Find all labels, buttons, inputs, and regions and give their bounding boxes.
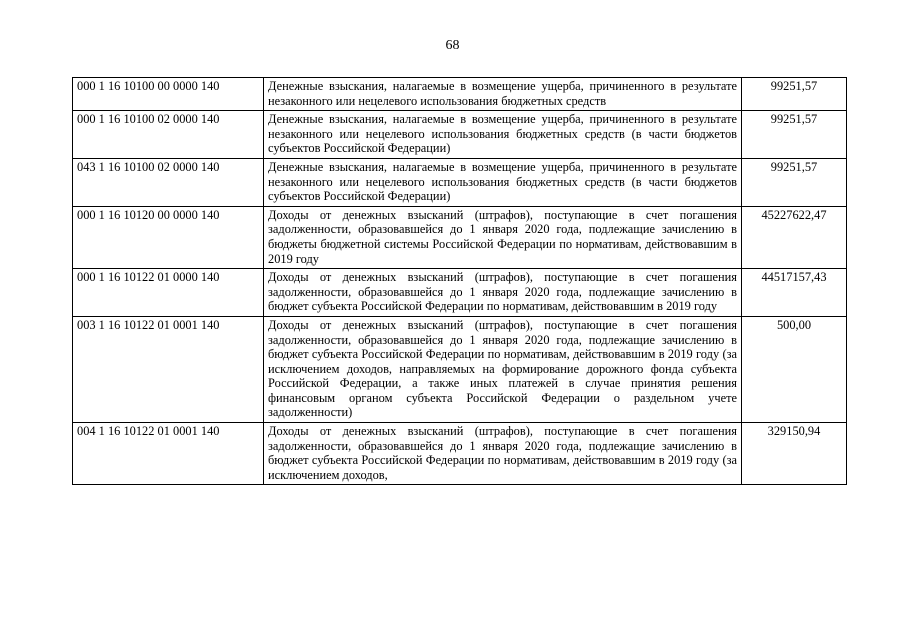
page-number: 68 (445, 38, 460, 53)
budget-classification-code: 004 1 16 10122 01 0001 140 (73, 423, 264, 485)
revenue-amount: 45227622,47 (742, 206, 847, 268)
revenue-table (72, 77, 847, 485)
revenue-name: Доходы от денежных взысканий (штрафов), поступающие в счет погашения задолженности, образовавшейся до 1 января 2020 года, подлежащие зачислению в бюджет субъекта Российской Федерации по нормативам, действовавшим в 2019 году (за исключением доходов, направляемых на формирование дорожного фонда субъекта Российской Федерации, а также иных платежей в случае принятия решения финансовым органом субъекта Российской Федерации о раздельном учете задолженности) (264, 316, 742, 422)
budget-classification-code: 000 1 16 10122 01 0000 140 (73, 269, 264, 317)
table-row (73, 206, 847, 268)
table-row (73, 78, 847, 111)
revenue-name: Доходы от денежных взысканий (штрафов), поступающие в счет погашения задолженности, образовавшейся до 1 января 2020 года, подлежащие зачислению в бюджет субъекта Российской Федерации по нормативам, действовавшим в 2019 году (264, 269, 742, 317)
table-row (73, 269, 847, 317)
budget-classification-code: 003 1 16 10122 01 0001 140 (73, 316, 264, 422)
revenue-amount: 500,00 (742, 316, 847, 422)
revenue-amount: 44517157,43 (742, 269, 847, 317)
budget-classification-code: 000 1 16 10100 02 0000 140 (73, 111, 264, 159)
table-row (73, 158, 847, 206)
budget-classification-code: 043 1 16 10100 02 0000 140 (73, 158, 264, 206)
table-row (73, 111, 847, 159)
revenue-name: Денежные взыскания, налагаемые в возмещение ущерба, причиненного в результате незаконного или нецелевого использования бюджетных средств (в части бюджетов субъектов Российской Федерации) (264, 158, 742, 206)
revenue-amount: 99251,57 (742, 158, 847, 206)
revenue-amount: 99251,57 (742, 111, 847, 159)
revenue-name: Доходы от денежных взысканий (штрафов), поступающие в счет погашения задолженности, образовавшейся до 1 января 2020 года, подлежащие зачислению в бюджеты бюджетной системы Российской Федерации по нормативам, действовавшим в 2019 году (264, 206, 742, 268)
revenue-name: Денежные взыскания, налагаемые в возмещение ущерба, причиненного в результате незаконного или нецелевого использования бюджетных средств (в части бюджетов субъектов Российской Федерации) (264, 111, 742, 159)
revenue-amount: 99251,57 (742, 78, 847, 111)
budget-classification-code: 000 1 16 10120 00 0000 140 (73, 206, 264, 268)
budget-classification-code: 000 1 16 10100 00 0000 140 (73, 78, 264, 111)
table-row (73, 423, 847, 485)
revenue-name: Доходы от денежных взысканий (штрафов), поступающие в счет погашения задолженности, образовавшейся до 1 января 2020 года, подлежащие зачислению в бюджет субъекта Российской Федерации по нормативам, действовавшим в 2019 году (за исключением доходов, (264, 423, 742, 485)
table-row (73, 316, 847, 422)
revenue-name: Денежные взыскания, налагаемые в возмещение ущерба, причиненного в результате незаконного или нецелевого использования бюджетных средств (264, 78, 742, 111)
revenue-amount: 329150,94 (742, 423, 847, 485)
